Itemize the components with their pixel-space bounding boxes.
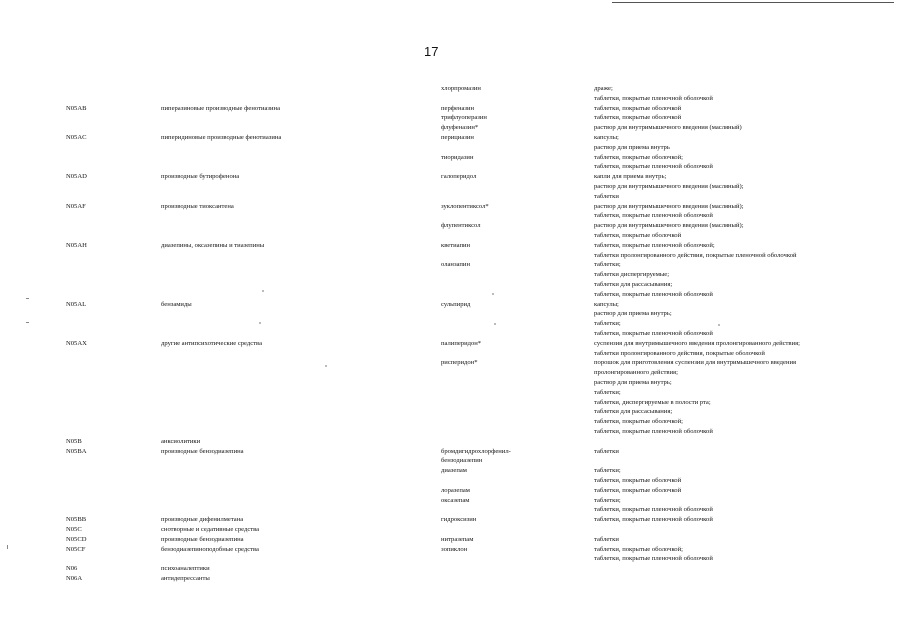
dosage-form: раствор для приема внутрь (594, 143, 670, 151)
dosage-form: пролонгированного действия; (594, 369, 678, 377)
dosage-form: таблетки, покрытые пленочной оболочкой (594, 212, 713, 220)
scan-speck (718, 324, 720, 326)
dosage-form: раствор для приема внутрь; (594, 379, 672, 386)
dosage-form: таблетки пролонгированного действия, покрытые оболочкой (594, 349, 765, 357)
drug-name: флупентиксол (441, 222, 481, 230)
drug-name: кветиапин (441, 241, 471, 249)
drug-name: рисперидон* (441, 359, 478, 367)
drug-name: флуфеназин* (441, 124, 479, 132)
drug-name: палиперидон* (441, 339, 482, 347)
drug-name: диазепам (441, 467, 467, 475)
atc-code: N06A (66, 575, 83, 582)
drug-name: нитразепам (441, 535, 474, 543)
dosage-form: таблетки; (594, 467, 621, 475)
drug-name: зуклопентиксол* (441, 202, 489, 210)
atc-code: N05B (66, 437, 82, 445)
drug-name: тиоридазин (441, 153, 474, 161)
drug-name: галоперидол (441, 173, 477, 181)
dosage-form: таблетки (594, 192, 619, 200)
scan-speck (492, 293, 494, 295)
dosage-form: таблетки, покрытые пленочной оболочкой (594, 555, 713, 563)
drug-name: оланзапин (441, 261, 470, 269)
drug-name: гидроксизин (441, 516, 477, 524)
dosage-form: раствор для внутримышечного введения (масляный); (594, 202, 744, 210)
scan-mark (7, 545, 8, 549)
group-name: пиперазиновые производные фенотиазина (161, 104, 280, 112)
scan-speck (262, 290, 264, 292)
dosage-form: таблетки, покрытые пленочной оболочкой (594, 163, 713, 171)
dosage-form: таблетки, покрытые пленочной оболочкой (594, 506, 713, 514)
group-name: анксиолитики (161, 437, 201, 445)
dosage-form: таблетки, покрытые оболочкой; (594, 545, 683, 553)
atc-code: N05BB (66, 516, 87, 524)
atc-code: N05AH (66, 241, 87, 249)
atc-code: N05AB (66, 104, 87, 112)
scan-speck (259, 322, 261, 324)
atc-code: N05BA (66, 447, 87, 455)
dosage-form: порошок для приготовления суспензии для внутримышечного введения (594, 359, 797, 367)
group-name: другие антипсихотические средства (161, 339, 263, 347)
dosage-form: таблетки; (594, 388, 621, 396)
dosage-form: таблетки, покрытые оболочкой (594, 477, 682, 484)
page-number: 17 (424, 44, 439, 59)
dosage-form: таблетки, покрытые оболочкой (594, 114, 682, 122)
dosage-form: таблетки для рассасывания; (594, 281, 673, 288)
dosage-form: таблетки; (594, 320, 621, 328)
dosage-form: таблетки, диспергируемые в полости рта; (594, 398, 711, 406)
group-name: производные бутирофенона (161, 173, 240, 181)
dosage-form: капсулы; (594, 134, 619, 141)
dosage-form: раствор для приема внутрь; (594, 310, 672, 318)
group-name: снотворные и седативные средства (161, 526, 260, 533)
drug-name: перфеназин (441, 104, 475, 112)
dosage-form: таблетки (594, 447, 619, 455)
atc-code: N05C (66, 526, 82, 533)
dosage-form: таблетки для рассасывания; (594, 408, 673, 416)
drug-name: сульпирид (441, 300, 471, 308)
dosage-form: раствор для внутримышечного введения (масляный); (594, 222, 744, 230)
group-name: бензодиазепиноподобные средства (161, 545, 259, 553)
drug-name: зопиклон (441, 545, 468, 553)
atc-code: N05AL (66, 300, 87, 308)
dosage-form: таблетки пролонгированного действия, покрытые пленочной оболочкой (594, 251, 797, 259)
dosage-form: раствор для внутримышечного введения (масляный); (594, 183, 744, 190)
atc-code: N05CF (66, 545, 86, 553)
dosage-form: таблетки, покрытые оболочкой; (594, 418, 683, 426)
dosage-form: таблетки, покрытые пленочной оболочкой (594, 428, 713, 435)
scan-mark (26, 322, 29, 323)
drug-name: хлорпромазин (441, 85, 481, 92)
atc-code: N05AX (66, 339, 87, 347)
dosage-form: таблетки, покрытые оболочкой (594, 486, 682, 494)
dosage-form: таблетки, покрытые пленочной оболочкой; (594, 241, 715, 249)
dosage-form: таблетки диспергируемые; (594, 271, 670, 279)
drug-name: перициазин (441, 134, 474, 141)
drug-name: оксазепам (441, 496, 470, 504)
drug-name: трифлуоперазин (441, 114, 487, 122)
group-name: антидепрессанты (161, 575, 210, 582)
dosage-form: капсулы; (594, 300, 619, 308)
dosage-form: таблетки, покрытые пленочной оболочкой (594, 330, 713, 337)
atc-code: N06 (66, 565, 78, 573)
atc-code: N05CD (66, 535, 87, 543)
group-name: производные бензодиазепина (161, 535, 244, 543)
dosage-form: таблетки, покрытые оболочкой (594, 232, 682, 239)
drug-name: бромдигидрохлорфенил- (441, 447, 511, 455)
group-name: производные дифенилметана (161, 516, 244, 524)
dosage-form: капли для приема внутрь; (594, 173, 667, 181)
drug-name: лоразепам (441, 486, 470, 494)
dosage-form: суспензия для внутримышечного введения пролонгированного действия; (594, 339, 800, 347)
group-name: пиперидиновые производные фенотиазина (161, 134, 282, 141)
scan-speck (325, 365, 327, 367)
dosage-form: таблетки; (594, 496, 621, 504)
dosage-form: таблетки, покрытые пленочной оболочкой (594, 290, 713, 298)
dosage-form: таблетки, покрытые оболочкой (594, 104, 682, 112)
group-name: производные тиоксантена (161, 202, 234, 210)
atc-code: N05AC (66, 134, 87, 141)
drug-name: бензодиазепин (441, 457, 483, 465)
dosage-form: раствор для внутримышечного введения (масляный) (594, 124, 742, 132)
group-name: психоаналептики (161, 565, 210, 573)
dosage-form: драже; (594, 85, 613, 92)
group-name: бензамиды (161, 300, 192, 308)
dosage-form: таблетки, покрытые пленочной оболочкой (594, 516, 713, 524)
dosage-form: таблетки (594, 535, 619, 543)
top-rule (612, 2, 894, 3)
dosage-form: таблетки, покрытые пленочной оболочкой (594, 94, 713, 102)
scan-speck (494, 323, 496, 325)
group-name: производные бензодиазепина (161, 447, 244, 455)
group-name: диазепины, оксазепины и тиазепины (161, 241, 265, 249)
atc-code: N05AD (66, 173, 87, 181)
dosage-form: таблетки; (594, 261, 621, 269)
scan-mark (26, 298, 29, 299)
atc-code: N05AF (66, 202, 86, 210)
dosage-form: таблетки, покрытые оболочкой; (594, 153, 683, 161)
